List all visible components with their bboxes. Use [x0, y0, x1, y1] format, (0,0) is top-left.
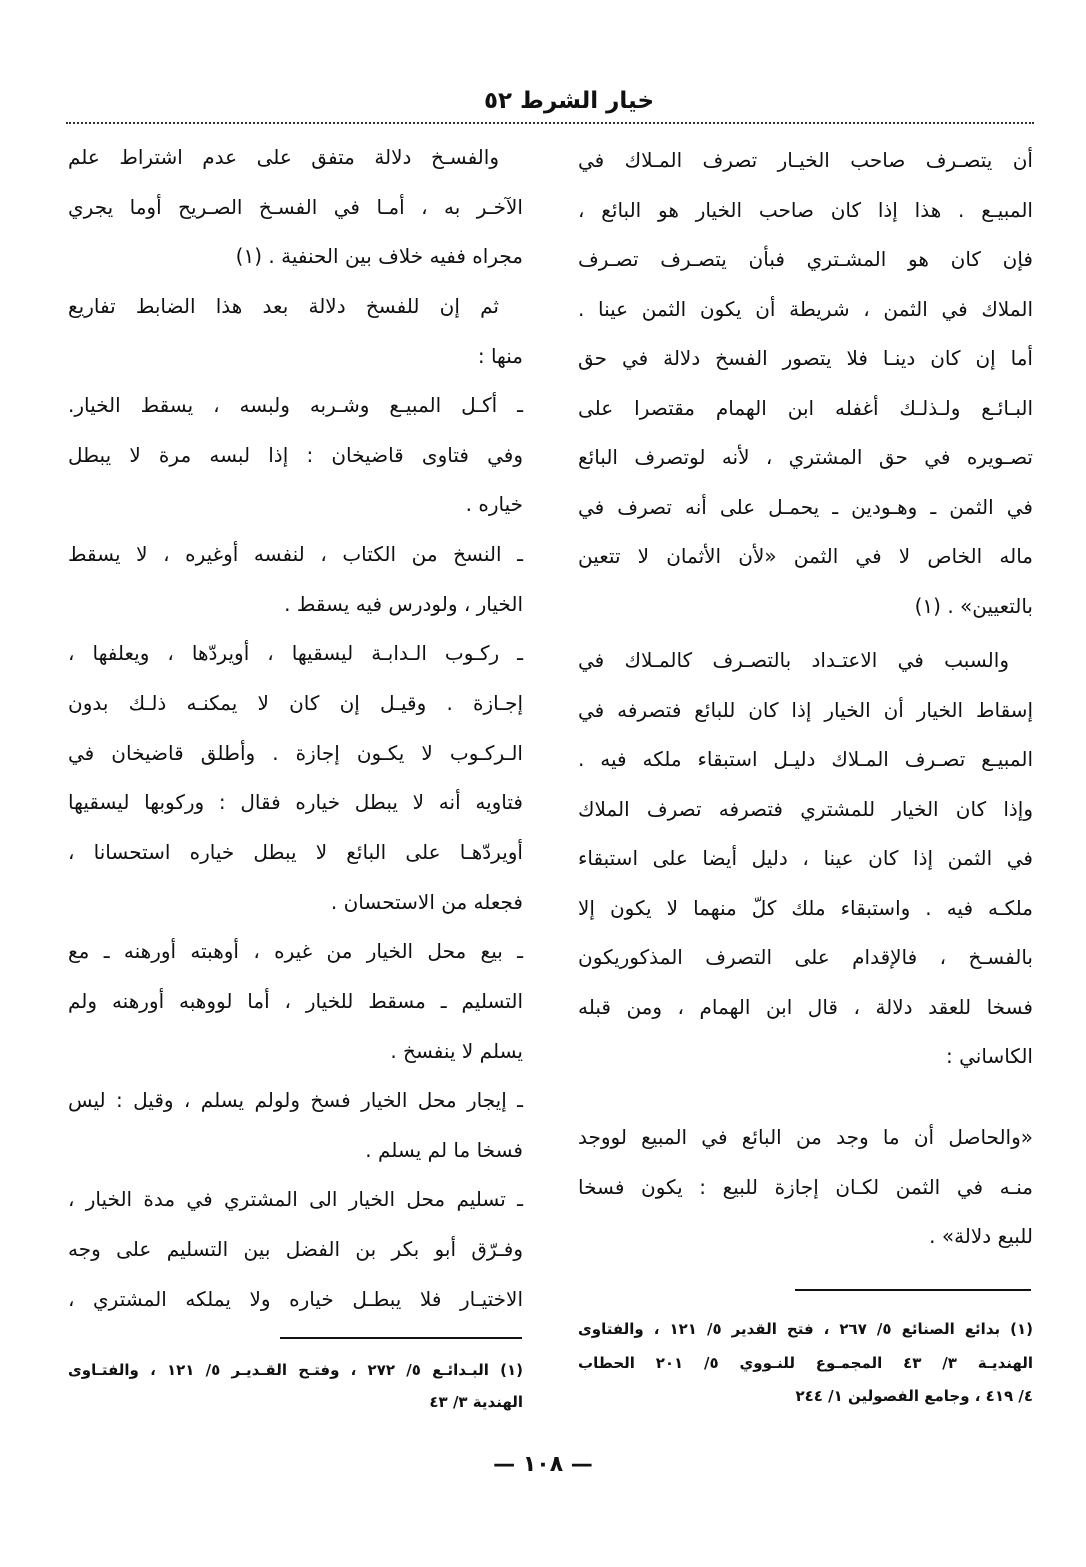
left-column-footnote — [68, 1354, 523, 1418]
right-paragraph-2-line: المبيـع تصـرف المـلاك دليـل استبقاء ملكه فيه . — [578, 747, 1033, 771]
left-body-line: الخيار ، ولودرس فيه يسقط . — [284, 591, 523, 616]
left-body-line: الآخـر به ، أمـا في الفسـخ الصـريح أوما يجري — [68, 194, 523, 219]
left-body-line: مجراه ففيه خلاف بين الحنفية . (١) — [235, 244, 523, 269]
right-paragraph-2-line: في الثمن إذا كان عينا ، دليل أيضا على استبقاء — [578, 846, 1033, 870]
right-paragraph-2-line: وإذا كان الخيار للمشتري فتصرفه تصرف الملاك — [578, 796, 1033, 821]
right-paragraph-2-line: إسقاط الخيار أن الخيار إذا كان للبائع فتصرفه في — [578, 697, 1033, 722]
right-paragraph-1-line: الملاك في الثمن ، شريطة أن يكون الثمن عينا . — [578, 296, 1033, 321]
right-paragraph-1-line: أن يتصـرف صاحب الخيـار تصرف المـلاك في — [578, 148, 1033, 172]
right-paragraph-1-line: البـائـع ولـذلـك أغفله ابن الهمام مقتصرا على — [578, 395, 1033, 420]
left-body-line: ـ النسخ من الكتاب ، لنفسه أوغيره ، لا يسقط — [68, 542, 523, 567]
right-paragraph-1-line: فإن كان هو المشـتري فبأن يتصـرف تصـرف — [578, 247, 1033, 271]
left-body-line: ـ تسليم محل الخيار الى المشتري في مدة الخيار ، — [68, 1187, 523, 1212]
right-paragraph-1-line: ماله الخاص لا في الثمن «لأن الأثمان لا تتعين — [578, 544, 1033, 568]
right-paragraph-1-line: في الثمن ـ وهـودين ـ يحمـل على أنه تصرف في — [578, 494, 1033, 519]
left-body-line: فسخا ما لم يسلم . — [365, 1137, 523, 1162]
right-footnote-line: الهنديـة ٣/ ٤٣ المجمـوع للنـووي ٥/ ٢٠١ الحطاب — [578, 1353, 1034, 1372]
left-body-line: التسليم ـ مسقط للخيار ، أما لووهبه أورهنه ولم — [68, 988, 523, 1013]
left-body-line: وفي فتاوى قاضيخان : إذا لبسه مرة لا يبطل — [68, 442, 523, 467]
right-footnote-line: ٤/ ٤١٩ ، وجامع الفصولين ١/ ٢٤٤ — [795, 1387, 1033, 1405]
right-quote-line: منـه في الثمن لكـان إجازة للبيع : يكون فسخا — [578, 1174, 1033, 1199]
right-column-footnote — [578, 1313, 1033, 1414]
right-paragraph-1-line: أما إن كان دينـا فلا يتصور الفسخ دلالة في حق — [578, 346, 1033, 370]
left-body-line: إجـازة . وقيـل إن كان لا يمكنـه ذلـك بدون — [68, 691, 523, 716]
left-body-line: ـ بيع محل الخيار من غيره ، أوهبته أورهنه ـ مع — [68, 939, 523, 964]
left-footnote-line: الهندية ٣/ ٤٣ — [429, 1393, 523, 1411]
left-body-line: فتاويه أنه لا يبطل خياره فقال : وركوبها ليسقيها — [68, 790, 523, 815]
left-body-line: يسلم لا ينفسخ . — [390, 1038, 523, 1063]
page-number: — ١٠٨ — — [493, 1452, 593, 1477]
right-quote-line: للبيع دلالة» . — [929, 1224, 1033, 1248]
right-column-quote — [578, 1113, 1033, 1262]
left-body-line: وفـرّق أبو بكر بن الفضل بين التسليم على وجه — [68, 1237, 523, 1262]
left-body-line: والفسـخ دلالة متفق على عدم اشتراط علم — [68, 145, 499, 169]
right-paragraph-2-line: بالفسـخ ، فالإقدام على التصرف المذكوريكون — [578, 945, 1033, 969]
running-head-title: خيار الشرط ٥٢ — [483, 88, 655, 114]
right-paragraph-1-line: المبيـع . هذا إذا كان صاحب الخيار هو البائع ، — [578, 197, 1033, 222]
left-column-body — [68, 133, 523, 1324]
right-column-paragraph-2 — [578, 636, 1033, 1082]
right-quote-line: «والحاصل أن ما وجد من البائع في المبيع لووجد — [578, 1125, 1033, 1149]
header-dotted-rule — [66, 122, 1034, 124]
left-body-line: أويردّهـا على البائع لا يبطل خياره استحسانا ، — [68, 839, 523, 864]
left-body-line: ـ أكـل المبيـع وشـربه ولبسه ، يسقط الخيار. — [68, 393, 523, 418]
right-footnote-line: (١) بدائع الصنائع ٥/ ٢٦٧ ، فتح القدير ٥/ ١٢١ ، والفتاوى — [578, 1320, 1034, 1338]
right-footnote-rule — [795, 1289, 1031, 1291]
right-paragraph-2-line: والسبب في الاعتـداد بالتصـرف كالمـلاك في — [578, 648, 1009, 672]
right-column-paragraph-1 — [578, 136, 1033, 631]
right-paragraph-2-line: فسخا للعقد دلالة ، قال ابن الهمام ، ومن قبله — [578, 994, 1033, 1019]
left-body-line: ثم إن للفسخ دلالة بعد هذا الضابط تفاريع — [68, 293, 499, 318]
left-body-line: خياره . — [465, 492, 523, 517]
right-paragraph-2-line: الكاساني : — [946, 1044, 1033, 1068]
left-body-line: ـ إيجار محل الخيار فسخ ولولم يسلم ، وقيل : ليس — [68, 1088, 523, 1113]
left-body-line: فجعله من الاستحسان . — [330, 889, 523, 914]
left-body-line: ـ ركـوب الـدابـة ليسقيها ، أويردّها ، ويعلفها ، — [68, 641, 523, 666]
left-body-line: منها : — [477, 343, 523, 368]
right-paragraph-2-line: ملكـه فيه . واستبقاء ملك كلّ منهما لا يكون إلا — [578, 895, 1033, 920]
left-footnote-rule — [280, 1337, 522, 1339]
left-body-line: الـركـوب لا يكـون إجازة . وأطلق قاضيخان في — [68, 740, 523, 765]
left-footnote-line: (١) البـدائـع ٥/ ٢٧٢ ، وفتـح القـديـر ٥/ ١٢١ ، والفتـاوى — [68, 1361, 524, 1379]
right-paragraph-1-line: تصـويره في حق المشتري ، لأنه لوتصرف البائع — [578, 445, 1033, 469]
right-paragraph-1-line: بالتعيين» . (١) — [914, 593, 1033, 618]
left-body-line: الاختيـار فلا يبطـل خياره ولا يملكه المشتري ، — [68, 1286, 523, 1311]
